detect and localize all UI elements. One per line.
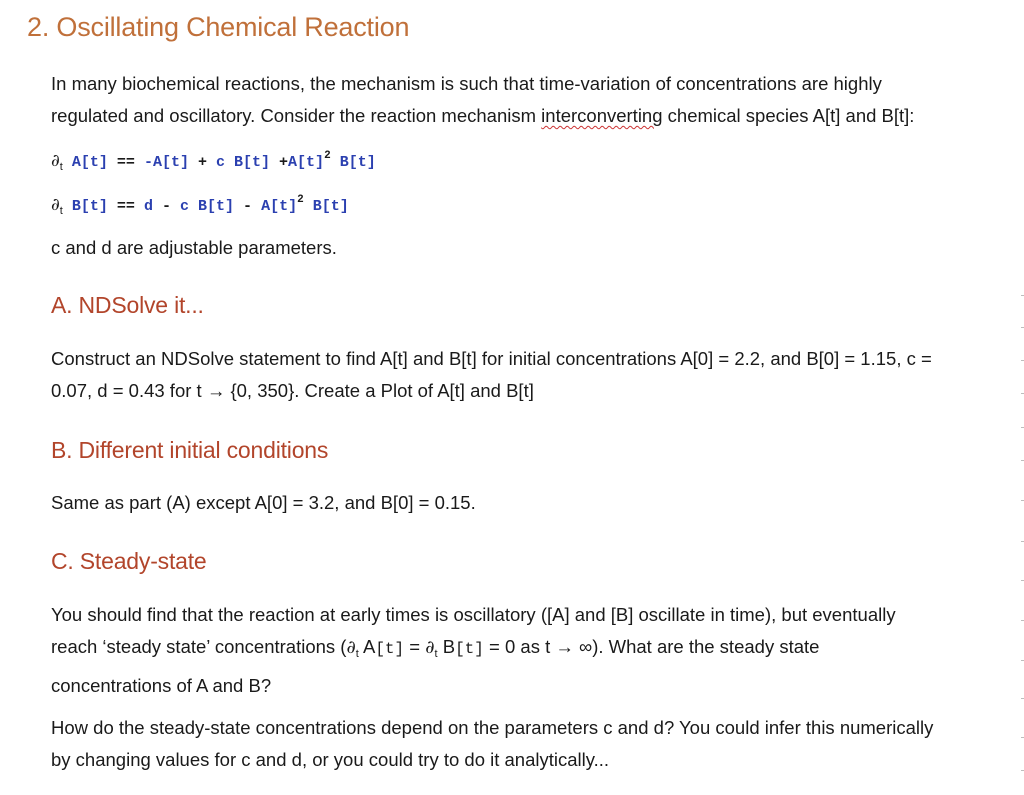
section-c-line-3: concentrations of A and B? xyxy=(51,675,272,696)
section-b-text[interactable]: Same as part (A) except A[0] = 3.2, and B[0] = 0.15. xyxy=(51,492,476,513)
eq-a-rhs2: c B[t] xyxy=(216,154,271,171)
eq-a-exp: 2 xyxy=(324,150,331,162)
section-a-line-2: 0.07, d = 0.43 for t → {0, 350}. Create a Plot of A[t] and B[t] xyxy=(51,380,534,401)
intro-paragraph[interactable] xyxy=(51,68,1006,132)
eq-b-d: d xyxy=(143,198,153,215)
eq-a-equals: == xyxy=(116,154,135,171)
eq-b-exp: 2 xyxy=(297,194,304,206)
eq-b-lhs: B[t] xyxy=(71,198,108,215)
closing-line-1: How do the steady-state concentrations depend on the parameters c and d? You could infer this numerically xyxy=(51,717,934,738)
intro-line-2-pre: regulated and oscillatory. Consider the reaction mechanism xyxy=(51,105,542,126)
eq-a-rhs3: A[t] xyxy=(288,154,325,171)
section-c-line-2: reach ‘steady state’ concentrations ($\partial_t$ $A[t] = \partial_t$ B[t] = 0 as t → ∞). What are the steady state xyxy=(51,636,820,660)
inline-b: B xyxy=(442,636,456,657)
inline-a: A xyxy=(362,636,376,657)
eq-a-rhs1: -A[t] xyxy=(143,154,189,171)
intro-line-2-post: chemical species A[t] and B[t]: xyxy=(662,105,915,126)
section-b-heading: B. Different initial conditions xyxy=(51,437,329,463)
partial-symbol: $\partial_t$ xyxy=(51,151,63,173)
section-a-line-1: Construct an NDSolve statement to find A[t] and B[t] for initial concentrations A[0] = 2.2, and B[0] = 1.15, c = xyxy=(51,348,932,369)
page-title: 2. Oscillating Chemical Reaction xyxy=(27,12,410,42)
section-c-text[interactable] xyxy=(51,599,1006,702)
eq-a-lhs: A[t] xyxy=(71,154,108,171)
eq-b-a: A[t] xyxy=(261,198,298,215)
cell-bracket-marks xyxy=(1020,0,1024,795)
equation-a[interactable] xyxy=(51,150,376,173)
eq-a-plus2: + xyxy=(279,154,289,171)
eq-a-rhs4: B[t] xyxy=(339,154,376,171)
inline-t-2: [t] xyxy=(455,640,484,658)
equation-b[interactable] xyxy=(51,194,349,217)
section-a-heading: A. NDSolve it... xyxy=(51,292,204,318)
eq-b-minus1: - xyxy=(161,198,171,215)
section-c-line-2-pre: reach ‘steady state’ concentrations ( xyxy=(51,636,347,657)
eq-b-b: B[t] xyxy=(312,198,349,215)
partial-symbol: $\partial_t$ xyxy=(346,637,359,660)
section-a-text[interactable] xyxy=(51,343,1006,407)
intro-line-1: In many biochemical reactions, the mechanism is such that time-variation of concentrations are highly xyxy=(51,73,882,94)
intro-line-2 xyxy=(51,100,1006,132)
partial-symbol: $\partial_t$ xyxy=(425,637,438,660)
eq-b-equals: == xyxy=(116,198,135,215)
section-c-line-1: You should find that the reaction at early times is oscillatory ([A] and [B] oscillate in time), but eventually xyxy=(51,604,896,625)
inline-t-1: [t] xyxy=(375,640,405,658)
section-c-line-2-post: = 0 as t → ∞). What are the steady state xyxy=(483,636,820,657)
params-note[interactable]: c and d are adjustable parameters. xyxy=(51,237,337,258)
closing-line-2: by changing values for c and d, or you could try to do it analytically... xyxy=(51,749,610,770)
closing-paragraph[interactable] xyxy=(51,712,1006,776)
eq-b-minus2: - xyxy=(243,198,253,215)
partial-symbol: $\partial_t$ xyxy=(51,195,63,217)
spellcheck-word[interactable]: interconverting xyxy=(541,105,663,126)
section-c-heading: C. Steady-state xyxy=(51,548,207,574)
eq-a-plus1: + xyxy=(197,154,207,171)
eq-b-cb: c B[t] xyxy=(180,198,235,215)
